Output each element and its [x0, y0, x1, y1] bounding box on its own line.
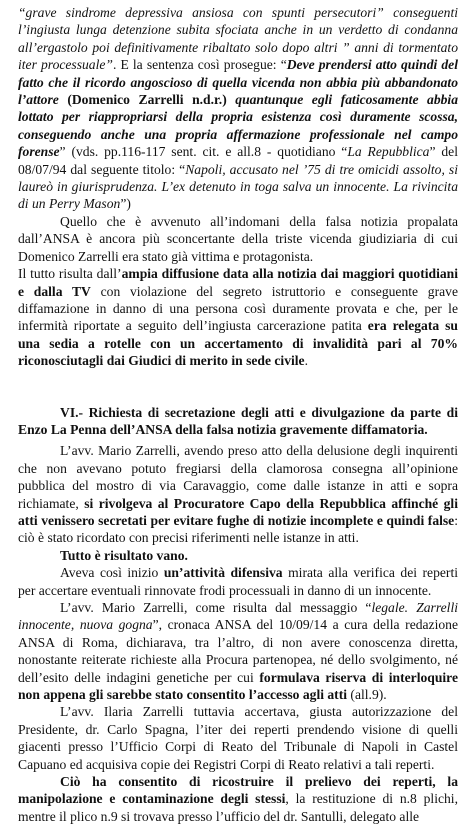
bold-diffusion-text: ampia diffusione data alla notizia dai maggiori quotidiani e dalla TV	[18, 266, 458, 299]
paragraph-vain: Tutto è risultato vano.	[60, 547, 188, 563]
bold-invalidity-text: era relegata su una sedia a rotelle con un accertamento di invalidità pari al 70% riconosciutagli dai Giudici di merito in sede civile	[18, 318, 458, 369]
paragraph-aftermath: Quello che è avvenuto all’indomani della falsa notizia propalata dall’ANSA è ancora più sconcertante della triste vicenda giudiziaria di cui Domenico Zarrelli era stato già vittima e protagonista.	[18, 213, 458, 264]
section-heading: VI.- Richiesta di secretazione degli atti e divulgazione da parte di Enzo La Penna dell’ANSA della falsa notizia gravemente diffamatoria.	[18, 404, 458, 437]
bold-italic-quote-text: Deve prendersi atto quindi del fatto che il ricordo angoscioso di quella vicenda non abbia più abbandonato l’attore	[18, 57, 458, 108]
paragraph-diffusion: Il tutto risulta dall’ampia diffusione data alla notizia dai maggiori quotidiani e dalla TV con violazione del segreto istruttorio e conseguente grave diffamazione in danno di una persona così duramente provata e che, per le infermità riportate a seguito dell’ingiusta carcerazione patita era relegata su una sedia a rotelle con un accertamento di invalidità pari al 70% riconosciutagli dai Giudici di merito in sede civile.	[18, 266, 458, 369]
newspaper-name: La Repubblica	[347, 144, 430, 160]
bold-italic-quote-text-2: quantunque egli faticosamente abbia lottato per riappropriarsi della propria esistenza così duramente scossa, conseguendo anche una propria affermazione professionale nel campo forense	[18, 92, 458, 160]
spacer	[18, 370, 458, 404]
note-text: (Domenico Zarrelli n.d.r.)	[58, 92, 236, 108]
bold-reserve-text: formulava riserva di interloquire non appena gli sarebbe stato consentito l’accesso agli atti	[18, 669, 458, 703]
bold-reconstruction-text: Ciò ha consentito di ricostruire il prelievo dei reperti, la manipolazione e contaminazione degli stessi	[18, 774, 458, 807]
reference-text: ” (vds. pp.116-117 sent. cit. e all.8 - quotidiano “	[59, 144, 348, 160]
paragraph-defense: Aveva così inizio un’attività difensiva mirata alla verifica dei reperti per accertare eventuali rinnovate frodi processuali in danno di un innocente.	[18, 565, 458, 598]
paragraph-ilaria: L’avv. Ilaria Zarrelli tuttavia accertava, giusta autorizzazione del Presidente, dr. Carlo Spagna, l’iter dei reperti prendendo visione di quelli giacenti presso l’Ufficio Corpi di Reato del Tribunale di Napoli in Castel Capuano ed acquisiva copie dei Registri Corpi di Reato relativi a tali reperti.	[18, 704, 458, 772]
text: . E la sentenza così prosegue: “	[112, 57, 287, 73]
paragraph-ansa-message: L’avv. Mario Zarrelli, come risulta dal messaggio “legale. Zarrelli innocente, nuova gogna”, cronaca ANSA del 10/09/14 a cura della redazione ANSA di Roma, dichiarava, tra l’altro, di non avere conoscenza diretta, nonostante reiterate richieste alla Procura partenopea, né dello svolgimento, né dell’esito delle indagini genetiche per cui formulava riserva di interloquire non appena gli sarebbe stato consentito l’accesso agli atti (all.9).	[18, 600, 458, 703]
bold-defense-text: un’attività difensiva	[163, 565, 283, 581]
reference-text-2: ” del 08/07/94 dal seguente titolo: “	[18, 144, 458, 177]
closing-text: ”)	[120, 196, 131, 212]
bold-request-text: si rivolgeva al Procuratore Capo della Repubblica affinché gli atti venissero secretati per evitare fughe di notizie incomplete e quindi false	[18, 495, 458, 528]
paragraph-quote-sentence	[18, 4, 458, 213]
italic-message-title: legale. Zarrelli innocente, nuova gogna	[18, 600, 458, 633]
newspaper-headline: Napoli, accusato nel ’75 di tre omicidi assolto, si laureò in giurisprudenza. L’ex detenuto in toga salva un innocente. La rivincita di un Perry Mason	[18, 161, 458, 212]
italic-quote-text: “grave sindrome depressiva ansiosa con spunti persecutori” conseguenti l’ingiusta lunga detenzione subita sfociata anche in un verdetto di condanna all’ergastolo poi definitivamente ribaltato solo dopo altri ” anni di tormentato iter processuale”	[18, 5, 458, 73]
document-page	[18, 4, 458, 825]
paragraph-secretation: L’avv. Mario Zarrelli, avendo preso atto della delusione degli inquirenti che non avevano potuto fregiarsi della clamorosa consegna all’opinione pubblica del mostro di via Caravaggio, come dalle istanze in atti e sopra richiamate, si rivolgeva al Procuratore Capo della Repubblica affinché gli atti venissero secretati per evitare fughe di notizie incomplete e quindi false: ciò è stato ricordato con precisi riferimenti nelle istanze in atti.	[18, 443, 459, 546]
paragraph-reconstruction: Ciò ha consentito di ricostruire il prelievo dei reperti, la manipolazione e contaminazione degli stessi, la restituzione di n.8 plichi, mentre il plico n.9 si trovava presso l’ufficio del dr. Santulli, delegato alle	[18, 774, 458, 824]
